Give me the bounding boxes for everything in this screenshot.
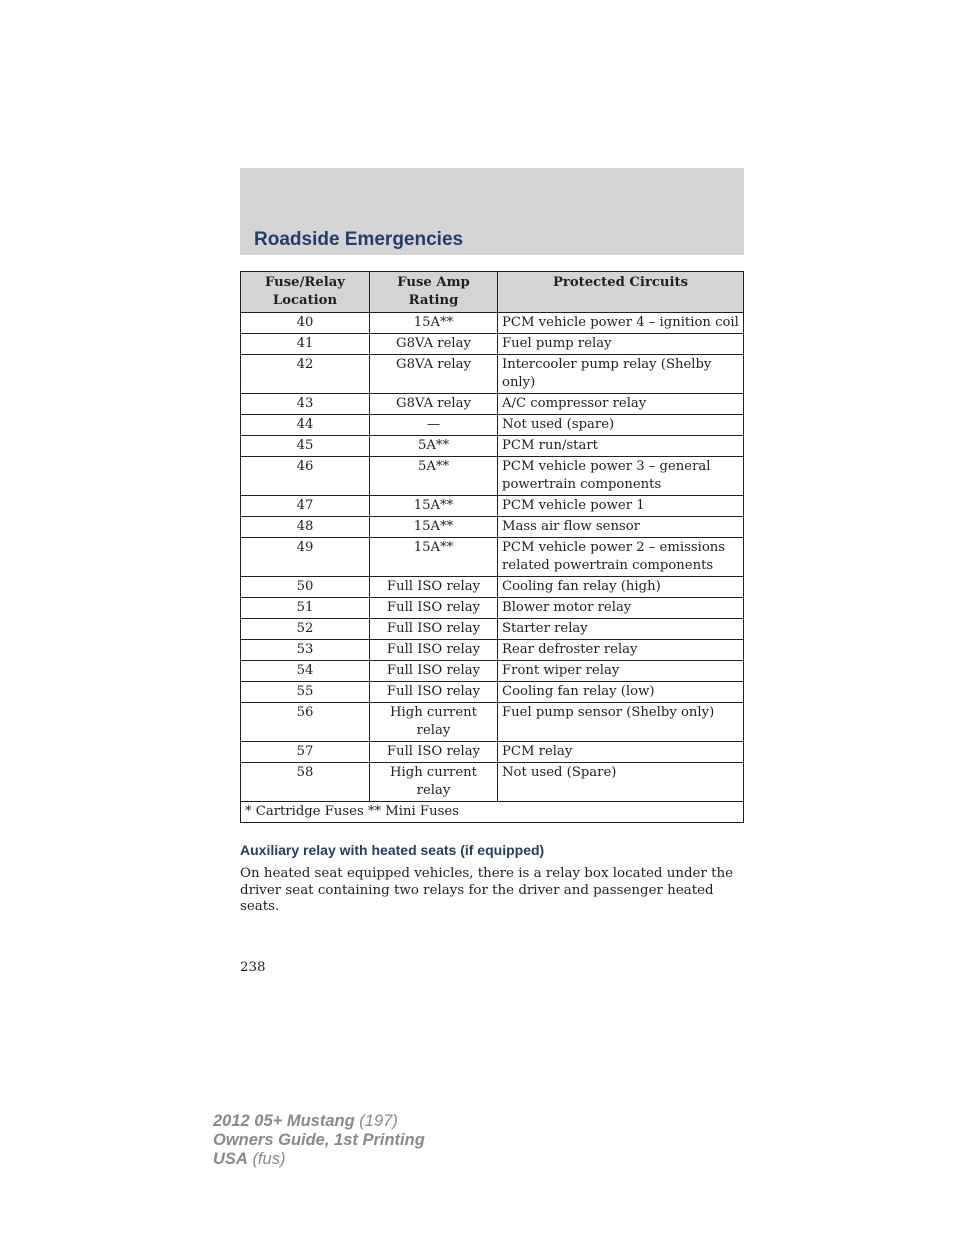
table-row: [241, 682, 744, 703]
footer-model-code: (197): [359, 1112, 398, 1130]
table-row: [241, 703, 744, 742]
table-footnote: * Cartridge Fuses ** Mini Fuses: [241, 802, 744, 823]
cell-protected-circuit: PCM vehicle power 2 – emissions related powertrain components: [498, 538, 744, 577]
cell-protected-circuit: Fuel pump relay: [498, 334, 744, 355]
cell-location: 45: [241, 436, 370, 457]
column-header-location: Fuse/Relay Location: [241, 272, 370, 313]
cell-location: 47: [241, 496, 370, 517]
table-row: [241, 313, 744, 334]
page-number: 238: [240, 960, 266, 975]
cell-location: 40: [241, 313, 370, 334]
document-footer: [213, 1112, 425, 1169]
cell-amp-rating: High current relay: [370, 763, 498, 802]
cell-amp-rating: 5A**: [370, 457, 498, 496]
cell-protected-circuit: Intercooler pump relay (Shelby only): [498, 355, 744, 394]
footer-guide-edition: Owners Guide, 1st Printing: [213, 1131, 425, 1149]
footer-market-code: (fus): [252, 1150, 286, 1168]
table-row: [241, 415, 744, 436]
cell-protected-circuit: PCM vehicle power 3 – general powertrain components: [498, 457, 744, 496]
table-row: [241, 538, 744, 577]
fuse-table: [240, 271, 744, 823]
footer-line-2: [213, 1131, 425, 1150]
cell-protected-circuit: Front wiper relay: [498, 661, 744, 682]
cell-location: 56: [241, 703, 370, 742]
footer-model: 2012 05+ Mustang: [213, 1112, 355, 1130]
cell-location: 55: [241, 682, 370, 703]
table-header-row: [241, 272, 744, 313]
table-row: [241, 640, 744, 661]
cell-protected-circuit: Fuel pump sensor (Shelby only): [498, 703, 744, 742]
cell-location: 52: [241, 619, 370, 640]
table-row: [241, 619, 744, 640]
table-row: [241, 763, 744, 802]
table-row: [241, 436, 744, 457]
aux-relay-body: On heated seat equipped vehicles, there is a relay box located under the driver seat containing two relays for the driver and passenger heated seats.: [240, 866, 734, 914]
cell-location: 46: [241, 457, 370, 496]
cell-amp-rating: 5A**: [370, 436, 498, 457]
column-header-protected-circuits: Protected Circuits: [498, 272, 744, 313]
cell-protected-circuit: PCM vehicle power 4 – ignition coil: [498, 313, 744, 334]
cell-protected-circuit: Cooling fan relay (low): [498, 682, 744, 703]
cell-amp-rating: Full ISO relay: [370, 682, 498, 703]
footer-line-3: [213, 1150, 425, 1169]
cell-location: 41: [241, 334, 370, 355]
column-header-amp-rating: Fuse Amp Rating: [370, 272, 498, 313]
cell-protected-circuit: A/C compressor relay: [498, 394, 744, 415]
cell-amp-rating: 15A**: [370, 538, 498, 577]
table-body: [241, 313, 744, 802]
cell-protected-circuit: Not used (spare): [498, 415, 744, 436]
table-row: [241, 742, 744, 763]
table-row: [241, 577, 744, 598]
table-row: [241, 598, 744, 619]
cell-protected-circuit: Mass air flow sensor: [498, 517, 744, 538]
cell-protected-circuit: PCM relay: [498, 742, 744, 763]
table-row: [241, 355, 744, 394]
cell-amp-rating: 15A**: [370, 496, 498, 517]
footer-market: USA: [213, 1150, 248, 1168]
cell-amp-rating: Full ISO relay: [370, 640, 498, 661]
table-row: [241, 661, 744, 682]
cell-amp-rating: Full ISO relay: [370, 598, 498, 619]
cell-protected-circuit: PCM run/start: [498, 436, 744, 457]
cell-amp-rating: 15A**: [370, 517, 498, 538]
table-row: [241, 334, 744, 355]
cell-location: 49: [241, 538, 370, 577]
cell-amp-rating: —: [370, 415, 498, 436]
cell-location: 53: [241, 640, 370, 661]
table-row: [241, 496, 744, 517]
cell-location: 44: [241, 415, 370, 436]
cell-amp-rating: G8VA relay: [370, 334, 498, 355]
cell-location: 48: [241, 517, 370, 538]
cell-location: 42: [241, 355, 370, 394]
header-band: [240, 168, 744, 255]
table-row: [241, 517, 744, 538]
section-title: Roadside Emergencies: [254, 229, 464, 250]
cell-amp-rating: Full ISO relay: [370, 619, 498, 640]
table-row: [241, 457, 744, 496]
cell-amp-rating: High current relay: [370, 703, 498, 742]
cell-protected-circuit: Rear defroster relay: [498, 640, 744, 661]
cell-amp-rating: G8VA relay: [370, 394, 498, 415]
cell-location: 54: [241, 661, 370, 682]
cell-amp-rating: Full ISO relay: [370, 661, 498, 682]
table-row: [241, 394, 744, 415]
cell-location: 50: [241, 577, 370, 598]
cell-location: 57: [241, 742, 370, 763]
cell-amp-rating: G8VA relay: [370, 355, 498, 394]
cell-location: 51: [241, 598, 370, 619]
cell-amp-rating: 15A**: [370, 313, 498, 334]
table-footnote-row: [241, 802, 744, 823]
cell-protected-circuit: Not used (Spare): [498, 763, 744, 802]
cell-protected-circuit: Starter relay: [498, 619, 744, 640]
cell-protected-circuit: Cooling fan relay (high): [498, 577, 744, 598]
footer-line-1: [213, 1112, 425, 1131]
cell-protected-circuit: PCM vehicle power 1: [498, 496, 744, 517]
cell-location: 43: [241, 394, 370, 415]
cell-location: 58: [241, 763, 370, 802]
cell-protected-circuit: Blower motor relay: [498, 598, 744, 619]
cell-amp-rating: Full ISO relay: [370, 742, 498, 763]
aux-relay-heading: Auxiliary relay with heated seats (if equipped): [240, 842, 545, 858]
cell-amp-rating: Full ISO relay: [370, 577, 498, 598]
